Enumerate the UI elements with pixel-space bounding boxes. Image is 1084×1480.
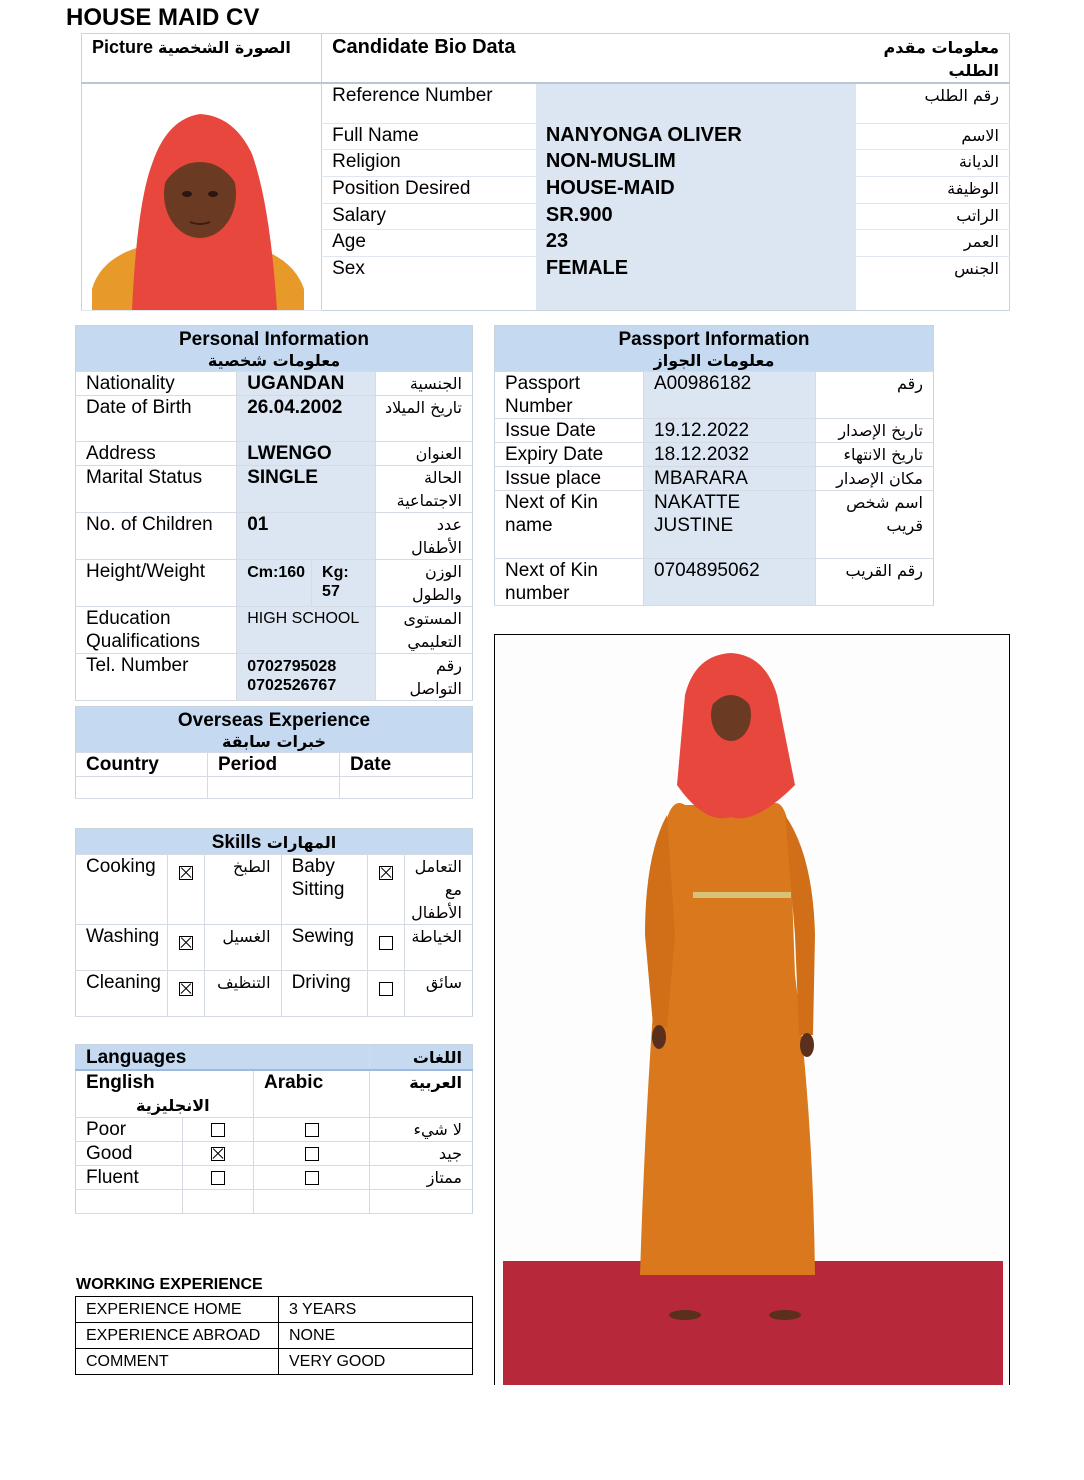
candidate-photo-cell [82, 83, 322, 311]
languages-empty-cell [76, 1190, 183, 1214]
personal-info-header: Personal Information معلومات شخصية [76, 326, 473, 372]
address-label-ar: العنوان [376, 442, 473, 466]
bio-label-ar: الديانة [856, 150, 1010, 177]
english-poor-checkbox[interactable] [183, 1118, 254, 1142]
languages-empty-cell [254, 1190, 370, 1214]
level-good-label-ar: جيد [370, 1142, 473, 1166]
arabic-good-checkbox[interactable] [254, 1142, 370, 1166]
marital-label-ar: الحالة الاجتماعية [376, 466, 473, 513]
passport-number-value: A00986182 [644, 372, 816, 419]
bio-value: FEMALE [536, 257, 856, 311]
bio-label-ar: الاسم [856, 123, 1010, 150]
kin-name-label-ar: اسم شخص قريب [816, 491, 934, 559]
languages-header: Languages [76, 1045, 370, 1071]
candidate-portrait [92, 84, 307, 310]
working-experience-title: WORKING EXPERIENCE [76, 1276, 263, 1293]
arabic-fluent-checkbox[interactable] [254, 1166, 370, 1190]
skill-cleaning-label: Cleaning [76, 971, 168, 1017]
education-label-ar: المستوى التعليمي [376, 607, 473, 654]
checkbox-icon [305, 1171, 319, 1185]
skill-cooking-label: Cooking [76, 855, 168, 925]
bio-value: 23 [536, 230, 856, 257]
bio-label-ar: الجنس [954, 259, 999, 278]
col-country: Country [76, 753, 208, 777]
english-header: English الانجليزية [76, 1070, 254, 1118]
skill-cleaning-label-ar: التنظيف [205, 971, 281, 1017]
arabic-header: Arabic [254, 1070, 370, 1118]
checkbox-icon [211, 1123, 225, 1137]
height-weight-label-ar: الوزن والطول [376, 560, 473, 607]
work-value: VERY GOOD [279, 1349, 473, 1375]
bio-data-table [81, 33, 1010, 311]
expiry-date-label-ar: تاريخ الانتهاء [816, 443, 934, 467]
checkbox-icon [305, 1123, 319, 1137]
col-period: Period [208, 753, 340, 777]
tel-value [237, 654, 376, 701]
languages-empty-cell [183, 1190, 254, 1214]
dob-label-ar: تاريخ الميلاد [376, 396, 473, 442]
checkbox-icon [211, 1147, 225, 1161]
skill-babysitting-checkbox[interactable] [367, 855, 404, 925]
working-experience-table [75, 1296, 473, 1375]
weight-value: Kg: 57 [312, 560, 376, 607]
checkbox-icon [179, 982, 193, 996]
bio-value: NON-MUSLIM [536, 150, 856, 177]
english-good-checkbox[interactable] [183, 1142, 254, 1166]
skill-driving-checkbox[interactable] [367, 971, 404, 1017]
issue-place-value: MBARARA [644, 467, 816, 491]
skill-sewing-label-ar: الخياطة [405, 925, 473, 971]
height-value: Cm:160 [237, 560, 312, 607]
bio-value [536, 83, 856, 123]
level-fluent-label-ar: ممتاز [370, 1166, 473, 1190]
issue-date-label-ar: تاريخ الإصدار [816, 419, 934, 443]
skill-driving-label-ar: سائق [405, 971, 473, 1017]
skill-cleaning-checkbox[interactable] [168, 971, 205, 1017]
bio-label: Position Desired [322, 176, 536, 203]
bio-label: Salary [322, 203, 536, 230]
skill-cooking-checkbox[interactable] [168, 855, 205, 925]
kin-name-label: Next of Kin name [495, 491, 644, 559]
passport-info-header: Passport Information معلومات الجواز [495, 326, 934, 372]
passport-number-label: Passport Number [495, 372, 644, 419]
languages-header-ar: اللغات [370, 1045, 473, 1071]
bio-label-ar: العمر [856, 230, 1010, 257]
overseas-empty-cell [340, 777, 473, 799]
checkbox-icon [379, 866, 393, 880]
expiry-date-value: 18.12.2032 [644, 443, 816, 467]
skill-babysitting-label: Baby Sitting [281, 855, 367, 925]
bio-section-title-ar: معلومات مقدم الطلب [856, 34, 1010, 84]
skills-header: Skills المهارات [76, 829, 473, 855]
children-label-ar: عدد الأطفال [376, 513, 473, 560]
tel-label-ar: رقم التواصل [376, 654, 473, 701]
tel-label: Tel. Number [76, 654, 237, 701]
level-good-label: Good [76, 1142, 183, 1166]
nationality-label-ar: الجنسية [376, 372, 473, 396]
education-label: Education Qualifications [76, 607, 237, 654]
checkbox-icon [211, 1171, 225, 1185]
bio-value: HOUSE-MAID [536, 176, 856, 203]
bio-label: Full Name [322, 123, 536, 150]
picture-header: Picture الصورة الشخصية [82, 34, 322, 84]
level-fluent-label: Fluent [76, 1166, 183, 1190]
checkbox-icon [179, 936, 193, 950]
bio-label: Religion [322, 150, 536, 177]
skill-sewing-checkbox[interactable] [367, 925, 404, 971]
level-poor-label-ar: لا شيء [370, 1118, 473, 1142]
address-label: Address [76, 442, 237, 466]
checkbox-icon [379, 936, 393, 950]
skill-washing-label-ar: الغسيل [205, 925, 281, 971]
overseas-empty-cell [76, 777, 208, 799]
arabic-poor-checkbox[interactable] [254, 1118, 370, 1142]
bio-value: SR.900 [536, 203, 856, 230]
address-value: LWENGO [237, 442, 376, 466]
nationality-value: UGANDAN [237, 372, 376, 396]
skill-driving-label: Driving [281, 971, 367, 1017]
arabic-header-ar: العربية [370, 1070, 473, 1118]
bio-label-ar: الوظيفة [856, 176, 1010, 203]
bio-label: Reference Number [322, 83, 536, 123]
kin-number-label-ar: رقم القريب [816, 559, 934, 606]
marital-label: Marital Status [76, 466, 237, 513]
bio-label-ar: رقم الطلب [856, 83, 1010, 123]
skill-cooking-label-ar: الطبخ [205, 855, 281, 925]
personal-info-table [75, 325, 473, 701]
children-value: 01 [237, 513, 376, 560]
bio-section-title: Candidate Bio Data [322, 34, 856, 84]
issue-date-label: Issue Date [495, 419, 644, 443]
issue-date-value: 19.12.2022 [644, 419, 816, 443]
checkbox-icon [305, 1147, 319, 1161]
work-label: EXPERIENCE ABROAD [76, 1323, 279, 1349]
work-label: EXPERIENCE HOME [76, 1297, 279, 1323]
bio-label: Sex [322, 257, 536, 311]
kin-number-value: 0704895062 [644, 559, 816, 606]
tel-value-2: 0702526767 [247, 677, 337, 694]
education-value: HIGH SCHOOL [237, 607, 376, 654]
bio-label: Age [322, 230, 536, 257]
languages-table [75, 1044, 473, 1214]
dob-value: 26.04.2002 [237, 396, 376, 442]
children-label: No. of Children [76, 513, 237, 560]
bio-label-ar: الراتب [856, 203, 1010, 230]
skill-babysitting-label-ar: التعامل مع الأطفال [405, 855, 473, 925]
document-title: HOUSE MAID CV [66, 4, 260, 31]
skill-sewing-label: Sewing [281, 925, 367, 971]
skill-washing-checkbox[interactable] [168, 925, 205, 971]
overseas-header: Overseas Experience خبرات سابقة [76, 707, 473, 753]
nationality-label: Nationality [76, 372, 237, 396]
languages-empty-cell [370, 1190, 473, 1214]
passport-number-label-ar: رقم [816, 372, 934, 419]
work-value: 3 YEARS [279, 1297, 473, 1323]
height-weight-label: Height/Weight [76, 560, 237, 607]
bio-value: NANYONGA OLIVER [536, 123, 856, 150]
dob-label: Date of Birth [76, 396, 237, 442]
issue-place-label-ar: مكان الإصدار [816, 467, 934, 491]
skills-table [75, 828, 473, 1017]
kin-number-label: Next of Kin number [495, 559, 644, 606]
passport-info-table [494, 325, 934, 606]
overseas-empty-cell [208, 777, 340, 799]
english-fluent-checkbox[interactable] [183, 1166, 254, 1190]
col-date: Date [340, 753, 473, 777]
issue-place-label: Issue place [495, 467, 644, 491]
work-label: COMMENT [76, 1349, 279, 1375]
level-poor-label: Poor [76, 1118, 183, 1142]
checkbox-icon [379, 982, 393, 996]
expiry-date-label: Expiry Date [495, 443, 644, 467]
overseas-experience-table [75, 706, 473, 799]
full-body-photo [494, 634, 1010, 1385]
work-value: NONE [279, 1323, 473, 1349]
marital-value: SINGLE [237, 466, 376, 513]
checkbox-icon [179, 866, 193, 880]
skill-washing-label: Washing [76, 925, 168, 971]
tel-value-1: 0702795028 [247, 658, 337, 675]
kin-name-value: NAKATTE JUSTINE [644, 491, 816, 559]
